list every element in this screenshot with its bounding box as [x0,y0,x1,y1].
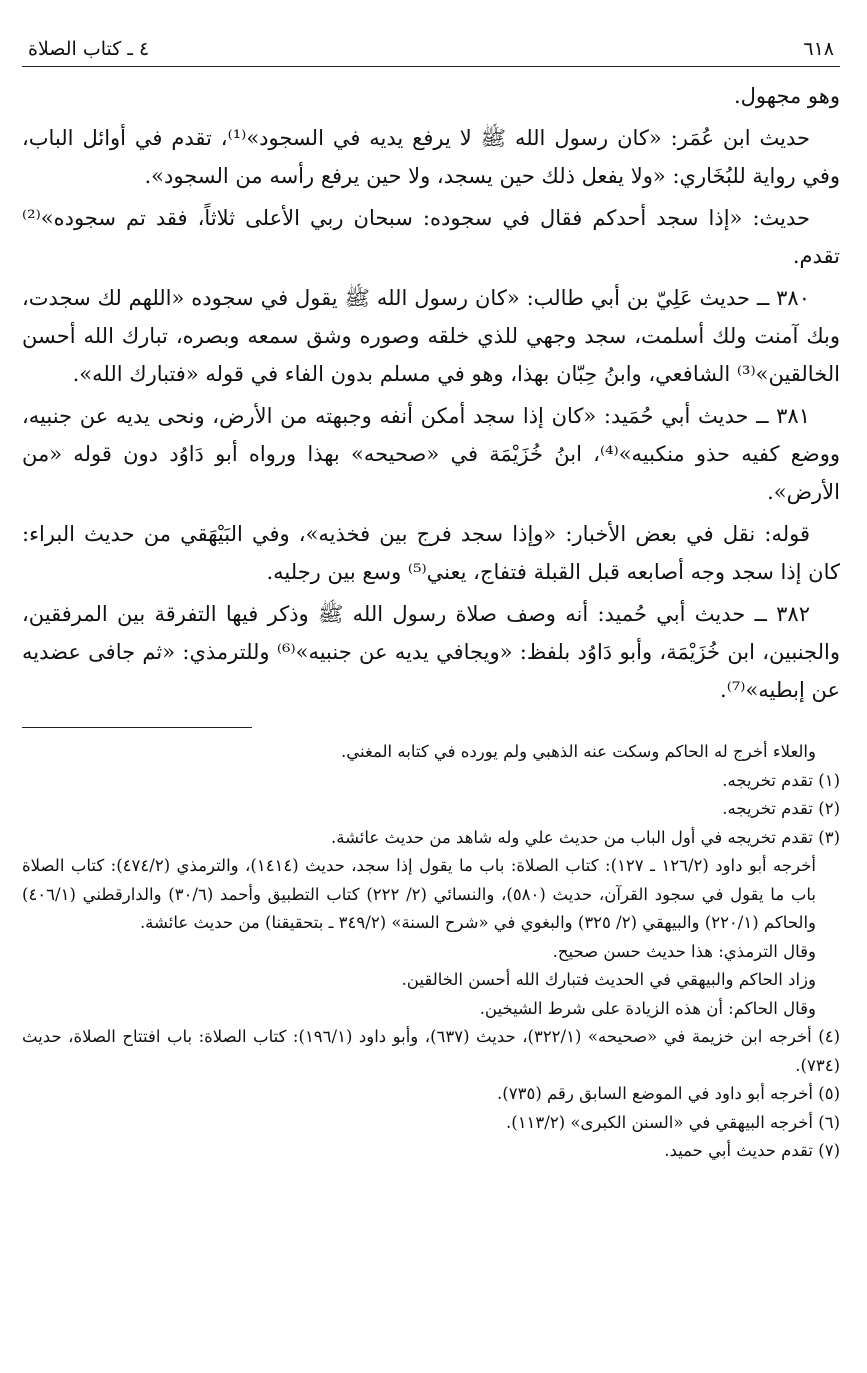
footnote-line: (٤) أخرجه ابن خزيمة في «صحيحه» (٣٢٢/١)، حديث (٦٣٧)، وأبو داود (١٩٦/١): كتاب الصلاة: باب افتتاح الصلاة، حديث (٧٣٤). [22,1027,840,1075]
footnote-line: والعلاء أخرج له الحاكم وسكت عنه الذهبي ولم يورده في كتابه المغني. [341,742,816,761]
paragraph: حديث ابن عُمَر: «كان رسول الله ﷺ لا يرفع يديه في السجود»⁽¹⁾، تقدم في أوائل الباب، وفي رواية للبُخَاري: «ولا يفعل ذلك حين يسجد، ولا حين يرفع رأسه من السجود». [22,126,840,188]
running-title: ٤ ـ كتاب الصلاة [28,38,150,60]
footnote-line: وزاد الحاكم والبيهقي في الحديث فتبارك الله أحسن الخالقين. [401,970,816,989]
page-number: ٦١٨ [803,38,834,60]
footnote-separator [22,727,252,728]
book-page [22,38,840,1166]
footnote-line: (٧) تقدم حديث أبي حميد. [664,1141,840,1160]
paragraph: ٣٨٢ ــ حديث أبي حُميد: أنه وصف صلاة رسول الله ﷺ وذكر فيها التفرقة بين المرفقين، والجنبين، ابن خُزَيْمَة، وأبو دَاوُد بلفظ: «ويجافي يديه عن جنبيه»⁽⁶⁾ وللترمذي: «ثم جافى عضديه عن إبطيه»⁽⁷⁾. [22,602,840,702]
paragraph: حديث: «إذا سجد أحدكم فقال في سجوده: سبحان ربي الأعلى ثلاثاً، فقد تم سجوده»⁽²⁾ تقدم. [22,206,840,268]
page-header [22,38,840,67]
footnote-line: وقال الحاكم: أن هذه الزيادة على شرط الشيخين. [479,998,816,1018]
paragraph: ٣٨١ ــ حديث أبي حُمَيد: «كان إذا سجد أمكن أنفه وجبهته من الأرض، ونحى يديه عن جنبيه، ووضع كفيه حذو منكبيه»⁽⁴⁾، ابنُ خُزَيْمَة في «صحيحه» بهذا ورواه أبو دَاوُد دون قوله «من الأرض». [22,404,840,504]
footnote-line: أخرجه أبو داود (١٢٦/٢ ـ ١٢٧): كتاب الصلاة: باب ما يقول إذا سجد، حديث (١٤١٤)، والترمذي (٤٧٤/٢): كتاب الصلاة باب ما يقول في سجود القرآن، حديث (٥٨٠)، والنسائي (٢/ ٢٢٢) كتاب التطبيق وأحمد (٣٠/٦) والدارقطني (٤٠٦/١) والحاكم (٢٢٠/١) والبيهقي (٢/ ٣٢٥) والبغوي في «شرح السنة» (٣٤٩/٢ ـ بتحقيقنا) من حديث عائشة. [22,856,817,932]
footnotes [22,738,840,1166]
footnote-line: وقال الترمذي: هذا حديث حسن صحيح. [552,941,816,961]
paragraph: قوله: نقل في بعض الأخبار: «وإذا سجد فرج بين فخذيه»، وفي البَيْهَقي من حديث البراء: كان إذا سجد وجه أصابعه قبل القبلة فتفاج، يعني⁽⁵⁾ وسع بين رجليه. [22,522,840,584]
footnote-line: (١) تقدم تخريجه. [722,770,840,790]
footnote-line: (٣) تقدم تخريجه في أول الباب من حديث علي وله شاهد من حديث عائشة. [330,827,840,847]
main-text [22,67,840,709]
paragraph: وهو مجهول. [733,84,840,108]
paragraph: ٣٨٠ ــ حديث عَلِيّ بن أبي طالب: «كان رسول الله ﷺ يقول في سجوده «اللهم لك سجدت، وبك آمنت ولك أسلمت، سجد وجهي للذي خلقه وصوره وشق سمعه وبصره، تبارك الله أحسن الخالقين»⁽³⁾ الشافعي، وابنُ حِبّان بهذا، وهو في مسلم بدون الفاء في قوله «فتبارك الله». [22,286,840,386]
footnote-line: (٦) أخرجه البيهقي في «السنن الكبرى» (١١٣/٢). [506,1112,840,1132]
footnote-line: (٢) تقدم تخريجه. [722,799,840,818]
footnote-line: (٥) أخرجه أبو داود في الموضع السابق رقم (٧٣٥). [497,1084,840,1103]
